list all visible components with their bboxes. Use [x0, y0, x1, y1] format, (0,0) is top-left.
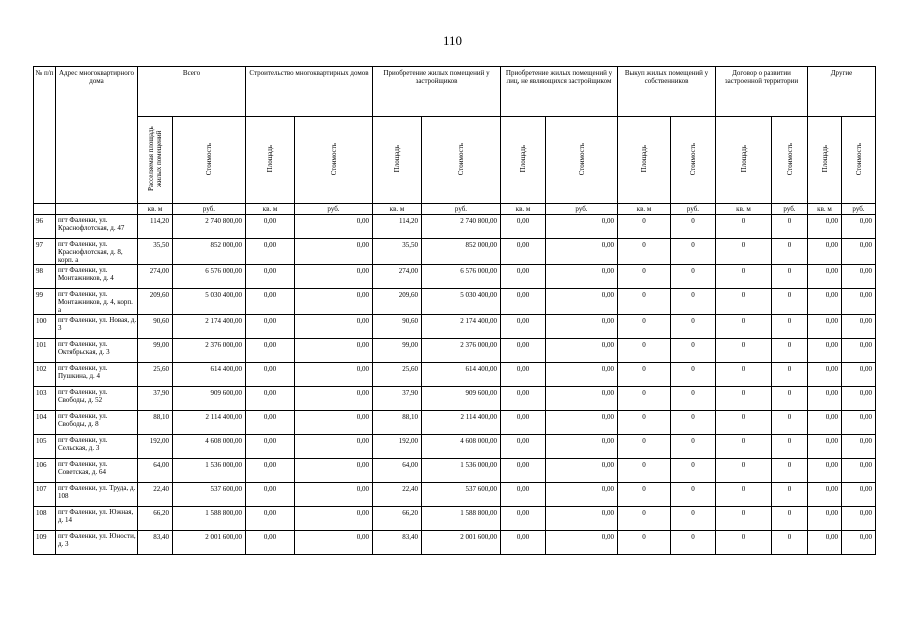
value-cell: 0: [772, 459, 808, 483]
subheader-cell: [295, 117, 373, 204]
value-cell: 0,00: [546, 215, 618, 239]
table-row: [34, 265, 876, 289]
subheader-label: Стоимость: [689, 142, 697, 176]
row-number: 103: [34, 387, 56, 411]
row-address: пгт Фаленки, ул. Монтажников, д. 4, корп. а: [56, 289, 138, 315]
subheader-cell: [808, 117, 842, 204]
value-cell: 0: [716, 363, 772, 387]
value-cell: 209,60: [373, 289, 422, 315]
value-cell: 0,00: [842, 483, 876, 507]
value-cell: 0: [716, 239, 772, 265]
value-cell: 0,00: [842, 215, 876, 239]
subheader-label: Стоимость: [577, 142, 586, 176]
unit-cell: руб.: [295, 204, 373, 215]
table-row: [34, 363, 876, 387]
value-cell: 0,00: [246, 215, 295, 239]
unit-cell: руб.: [671, 204, 716, 215]
subheader-label: Стоимость: [457, 142, 465, 176]
value-cell: 35,50: [373, 239, 422, 265]
value-cell: 37,90: [138, 387, 173, 411]
header-row-groups: [34, 67, 876, 117]
value-cell: 22,40: [373, 483, 422, 507]
unit-cell: руб.: [173, 204, 246, 215]
subheader-cell: [842, 117, 876, 204]
value-cell: 0: [618, 507, 671, 531]
value-cell: 0,00: [842, 411, 876, 435]
value-cell: 114,20: [373, 215, 422, 239]
value-cell: 0,00: [295, 339, 373, 363]
value-cell: 274,00: [138, 265, 173, 289]
value-cell: 0: [716, 411, 772, 435]
value-cell: 0: [772, 315, 808, 339]
value-cell: 88,10: [138, 411, 173, 435]
value-cell: 0: [716, 315, 772, 339]
value-cell: 0: [772, 435, 808, 459]
value-cell: 909 600,00: [173, 387, 246, 411]
value-cell: 0,00: [295, 411, 373, 435]
value-cell: 909 600,00: [422, 387, 501, 411]
row-number: 97: [34, 239, 56, 265]
row-address: пгт Фаленки, ул. Краснофлотская, д. 8, корп. а: [56, 239, 138, 265]
unit-cell: кв. м: [138, 204, 173, 215]
value-cell: 274,00: [373, 265, 422, 289]
value-cell: 90,60: [138, 315, 173, 339]
value-cell: 614 400,00: [422, 363, 501, 387]
value-cell: 0,00: [246, 531, 295, 555]
value-cell: 1 588 800,00: [173, 507, 246, 531]
value-cell: 537 600,00: [422, 483, 501, 507]
value-cell: 614 400,00: [173, 363, 246, 387]
value-cell: 0,00: [842, 435, 876, 459]
resettlement-table: [33, 66, 876, 555]
value-cell: 64,00: [138, 459, 173, 483]
value-cell: 0,00: [295, 387, 373, 411]
value-cell: 0: [618, 531, 671, 555]
value-cell: 0,00: [842, 363, 876, 387]
value-cell: 0,00: [501, 435, 546, 459]
value-cell: 0,00: [501, 289, 546, 315]
value-cell: 22,40: [138, 483, 173, 507]
unit-cell: кв. м: [716, 204, 772, 215]
value-cell: 114,20: [138, 215, 173, 239]
row-address: пгт Фаленки, ул. Свободы, д. 52: [56, 387, 138, 411]
value-cell: 0: [671, 215, 716, 239]
value-cell: 0,00: [842, 459, 876, 483]
table-row: [34, 435, 876, 459]
value-cell: 0: [772, 265, 808, 289]
table-row: [34, 387, 876, 411]
row-number: 106: [34, 459, 56, 483]
row-number: 99: [34, 289, 56, 315]
value-cell: 0,00: [501, 387, 546, 411]
value-cell: 0,00: [842, 265, 876, 289]
subheader-cell: [716, 117, 772, 204]
value-cell: 0: [671, 507, 716, 531]
value-cell: 0: [618, 435, 671, 459]
value-cell: 0,00: [808, 363, 842, 387]
value-cell: 0,00: [295, 215, 373, 239]
row-address: пгт Фаленки, ул. Юности, д. 3: [56, 531, 138, 555]
value-cell: 2 376 000,00: [173, 339, 246, 363]
value-cell: 0,00: [246, 315, 295, 339]
subheader-cell: [501, 117, 546, 204]
value-cell: 209,60: [138, 289, 173, 315]
value-cell: 0,00: [246, 339, 295, 363]
value-cell: 0,00: [842, 239, 876, 265]
value-cell: 0,00: [501, 215, 546, 239]
subheader-label: Расселяемая площадь жилых помещений: [147, 126, 163, 192]
subheader-label: Площадь: [393, 145, 401, 173]
value-cell: 0: [671, 387, 716, 411]
value-cell: 0,00: [546, 387, 618, 411]
value-cell: 0: [716, 387, 772, 411]
value-cell: 37,90: [373, 387, 422, 411]
value-cell: 0,00: [246, 387, 295, 411]
row-address: пгт Фаленки, ул. Октябрьская, д. 3: [56, 339, 138, 363]
value-cell: 2 114 400,00: [422, 411, 501, 435]
value-cell: 0: [618, 459, 671, 483]
subheader-cell: [546, 117, 618, 204]
value-cell: 0,00: [501, 315, 546, 339]
value-cell: 0: [618, 315, 671, 339]
subheader-cell: [246, 117, 295, 204]
value-cell: 0,00: [546, 483, 618, 507]
subheader-cell: [772, 117, 808, 204]
value-cell: 4 608 000,00: [173, 435, 246, 459]
value-cell: 0,00: [808, 339, 842, 363]
value-cell: 0: [772, 531, 808, 555]
value-cell: 0: [618, 289, 671, 315]
value-cell: 0: [772, 239, 808, 265]
value-cell: 90,60: [373, 315, 422, 339]
value-cell: 0,00: [546, 507, 618, 531]
value-cell: 1 588 800,00: [422, 507, 501, 531]
value-cell: 0: [772, 289, 808, 315]
value-cell: 0,00: [808, 387, 842, 411]
value-cell: 5 030 400,00: [173, 289, 246, 315]
value-cell: 0,00: [842, 387, 876, 411]
value-cell: 0,00: [808, 265, 842, 289]
value-cell: 0,00: [842, 315, 876, 339]
value-cell: 0: [772, 363, 808, 387]
value-cell: 0,00: [501, 459, 546, 483]
row-number: 101: [34, 339, 56, 363]
value-cell: 6 576 000,00: [173, 265, 246, 289]
value-cell: 852 000,00: [173, 239, 246, 265]
unit-cell: руб.: [422, 204, 501, 215]
row-address: пгт Фаленки, ул. Монтажников, д. 4: [56, 265, 138, 289]
subheader-label: Площадь: [640, 145, 648, 173]
header-group-total: Всего: [138, 67, 246, 117]
value-cell: 0: [671, 339, 716, 363]
subheader-label: Площадь: [519, 145, 527, 173]
value-cell: 0,00: [295, 315, 373, 339]
value-cell: 2 740 800,00: [173, 215, 246, 239]
value-cell: 0,00: [501, 339, 546, 363]
row-number: 109: [34, 531, 56, 555]
value-cell: 0,00: [295, 265, 373, 289]
value-cell: 2 001 600,00: [173, 531, 246, 555]
value-cell: 0: [716, 215, 772, 239]
subheader-label: Стоимость: [785, 142, 794, 176]
value-cell: 0,00: [808, 239, 842, 265]
value-cell: 0: [772, 507, 808, 531]
table-row: [34, 459, 876, 483]
row-number: 96: [34, 215, 56, 239]
value-cell: 0,00: [246, 435, 295, 459]
value-cell: 0: [716, 435, 772, 459]
table-row: [34, 411, 876, 435]
value-cell: 83,40: [138, 531, 173, 555]
value-cell: 0,00: [546, 459, 618, 483]
value-cell: 0,00: [501, 265, 546, 289]
value-cell: 0,00: [842, 507, 876, 531]
row-address: пгт Фаленки, ул. Советская, д. 64: [56, 459, 138, 483]
value-cell: 0,00: [546, 265, 618, 289]
subheader-label: Площадь: [266, 145, 274, 173]
value-cell: 0,00: [295, 435, 373, 459]
value-cell: 0: [772, 387, 808, 411]
value-cell: 35,50: [138, 239, 173, 265]
value-cell: 0,00: [808, 531, 842, 555]
value-cell: 4 608 000,00: [422, 435, 501, 459]
subheader-label: Площадь: [739, 145, 748, 173]
table-row: [34, 339, 876, 363]
row-number: 98: [34, 265, 56, 289]
value-cell: 0: [618, 387, 671, 411]
page-number: 110: [442, 33, 463, 48]
subheader-label: Стоимость: [205, 142, 213, 176]
value-cell: 0: [671, 483, 716, 507]
value-cell: 0,00: [842, 339, 876, 363]
value-cell: 0: [671, 239, 716, 265]
value-cell: 0: [671, 363, 716, 387]
subheader-cell: [671, 117, 716, 204]
header-row-subcolumns: [34, 117, 876, 204]
row-address: пгт Фаленки, ул. Краснофлотская, д. 47: [56, 215, 138, 239]
row-number: 102: [34, 363, 56, 387]
value-cell: 66,20: [373, 507, 422, 531]
value-cell: 0,00: [808, 483, 842, 507]
subheader-cell: [138, 117, 173, 204]
value-cell: 0,00: [246, 411, 295, 435]
value-cell: 0: [772, 483, 808, 507]
unit-cell: кв. м: [808, 204, 842, 215]
value-cell: 0,00: [808, 507, 842, 531]
value-cell: 0: [618, 239, 671, 265]
value-cell: 0: [716, 339, 772, 363]
value-cell: 0: [671, 315, 716, 339]
value-cell: 0,00: [295, 483, 373, 507]
value-cell: 2 376 000,00: [422, 339, 501, 363]
unit-cell: кв. м: [501, 204, 546, 215]
unit-cell: кв. м: [373, 204, 422, 215]
value-cell: 0,00: [246, 483, 295, 507]
row-number: 105: [34, 435, 56, 459]
value-cell: 0: [671, 265, 716, 289]
table-row: [34, 315, 876, 339]
unit-cell-empty: [34, 204, 56, 215]
table-row: [34, 239, 876, 265]
value-cell: 0: [716, 265, 772, 289]
value-cell: 2 740 800,00: [422, 215, 501, 239]
value-cell: 0,00: [501, 239, 546, 265]
unit-cell: руб.: [772, 204, 808, 215]
value-cell: 0: [618, 215, 671, 239]
row-number: 104: [34, 411, 56, 435]
subheader-cell: [422, 117, 501, 204]
unit-cell-empty: [56, 204, 138, 215]
value-cell: 0,00: [546, 339, 618, 363]
value-cell: 0,00: [501, 483, 546, 507]
value-cell: 0: [716, 483, 772, 507]
value-cell: 0,00: [546, 289, 618, 315]
header-group-development-contract: Договор о развитии застроенной территории: [716, 67, 808, 117]
value-cell: 0,00: [501, 531, 546, 555]
value-cell: 0: [671, 435, 716, 459]
value-cell: 0: [716, 531, 772, 555]
value-cell: 0,00: [246, 265, 295, 289]
value-cell: 0: [671, 289, 716, 315]
header-group-purchase-other: Приобретение жилых помещений у лиц, не являющихся застройщиком: [501, 67, 618, 117]
value-cell: 64,00: [373, 459, 422, 483]
value-cell: 2 114 400,00: [173, 411, 246, 435]
header-num: № п/п: [34, 67, 56, 204]
unit-cell: кв. м: [246, 204, 295, 215]
value-cell: 0: [772, 411, 808, 435]
subheader-cell: [373, 117, 422, 204]
value-cell: 2 174 400,00: [173, 315, 246, 339]
value-cell: 537 600,00: [173, 483, 246, 507]
value-cell: 2 001 600,00: [422, 531, 501, 555]
subheader-cell: [618, 117, 671, 204]
value-cell: 25,60: [138, 363, 173, 387]
value-cell: 0,00: [546, 435, 618, 459]
value-cell: 0,00: [842, 289, 876, 315]
value-cell: 0,00: [295, 507, 373, 531]
value-cell: 0,00: [808, 289, 842, 315]
value-cell: 0,00: [501, 507, 546, 531]
value-cell: 0: [772, 215, 808, 239]
row-address: пгт Фаленки, ул. Труда, д. 108: [56, 483, 138, 507]
value-cell: 852 000,00: [422, 239, 501, 265]
value-cell: 83,40: [373, 531, 422, 555]
value-cell: 0: [716, 507, 772, 531]
row-number: 108: [34, 507, 56, 531]
value-cell: 0,00: [546, 531, 618, 555]
value-cell: 0: [618, 265, 671, 289]
value-cell: 6 576 000,00: [422, 265, 501, 289]
value-cell: 0,00: [808, 435, 842, 459]
subheader-cell: [173, 117, 246, 204]
value-cell: 0: [618, 483, 671, 507]
row-address: пгт Фаленки, ул. Пушкина, д. 4: [56, 363, 138, 387]
header-group-other: Другие: [808, 67, 876, 117]
value-cell: 0,00: [246, 507, 295, 531]
value-cell: 0,00: [246, 363, 295, 387]
value-cell: 0,00: [808, 315, 842, 339]
value-cell: 0,00: [546, 239, 618, 265]
value-cell: 0,00: [842, 531, 876, 555]
subheader-label: Стоимость: [329, 142, 338, 176]
value-cell: 0: [671, 411, 716, 435]
value-cell: 0: [716, 459, 772, 483]
row-address: пгт Фаленки, ул. Свободы, д. 8: [56, 411, 138, 435]
header-group-buyout: Выкуп жилых помещений у собственников: [618, 67, 716, 117]
value-cell: 0: [618, 339, 671, 363]
value-cell: 0,00: [501, 411, 546, 435]
value-cell: 0,00: [295, 531, 373, 555]
value-cell: 0: [671, 531, 716, 555]
unit-cell: кв. м: [618, 204, 671, 215]
value-cell: 0,00: [546, 411, 618, 435]
value-cell: 88,10: [373, 411, 422, 435]
value-cell: 99,00: [373, 339, 422, 363]
value-cell: 192,00: [373, 435, 422, 459]
header-group-construction: Строительство многоквартирных домов: [246, 67, 373, 117]
table-row: [34, 531, 876, 555]
units-row: [34, 204, 876, 215]
row-address: пгт Фаленки, ул. Южная, д. 14: [56, 507, 138, 531]
value-cell: 66,20: [138, 507, 173, 531]
value-cell: 0,00: [546, 315, 618, 339]
value-cell: 0,00: [501, 363, 546, 387]
value-cell: 0,00: [246, 459, 295, 483]
value-cell: 0,00: [295, 289, 373, 315]
header-address: Адрес многоквартирного дома: [56, 67, 138, 204]
value-cell: 0: [716, 289, 772, 315]
value-cell: 0: [671, 459, 716, 483]
row-address: пгт Фаленки, ул. Новая, д. 3: [56, 315, 138, 339]
value-cell: 0,00: [295, 239, 373, 265]
subheader-label: Площадь: [820, 145, 829, 173]
value-cell: 0: [772, 339, 808, 363]
value-cell: 0,00: [808, 459, 842, 483]
value-cell: 0,00: [295, 459, 373, 483]
value-cell: 0,00: [808, 215, 842, 239]
value-cell: 5 030 400,00: [422, 289, 501, 315]
value-cell: 0: [618, 363, 671, 387]
table-row: [34, 215, 876, 239]
value-cell: 99,00: [138, 339, 173, 363]
row-number: 107: [34, 483, 56, 507]
value-cell: 1 536 000,00: [173, 459, 246, 483]
value-cell: 192,00: [138, 435, 173, 459]
value-cell: 25,60: [373, 363, 422, 387]
value-cell: 0,00: [546, 363, 618, 387]
value-cell: 0: [618, 411, 671, 435]
value-cell: 0,00: [246, 239, 295, 265]
value-cell: 1 536 000,00: [422, 459, 501, 483]
value-cell: 0,00: [295, 363, 373, 387]
table-body: [34, 215, 876, 555]
header-group-purchase-developer: Приобретение жилых помещений у застройщиков: [373, 67, 501, 117]
subheader-label: Стоимость: [854, 142, 863, 176]
unit-cell: руб.: [842, 204, 876, 215]
value-cell: 2 174 400,00: [422, 315, 501, 339]
table-row: [34, 507, 876, 531]
value-cell: 0,00: [808, 411, 842, 435]
unit-cell: руб.: [546, 204, 618, 215]
table-row: [34, 289, 876, 315]
row-address: пгт Фаленки, ул. Сельская, д. 3: [56, 435, 138, 459]
table-row: [34, 483, 876, 507]
row-number: 100: [34, 315, 56, 339]
value-cell: 0,00: [246, 289, 295, 315]
